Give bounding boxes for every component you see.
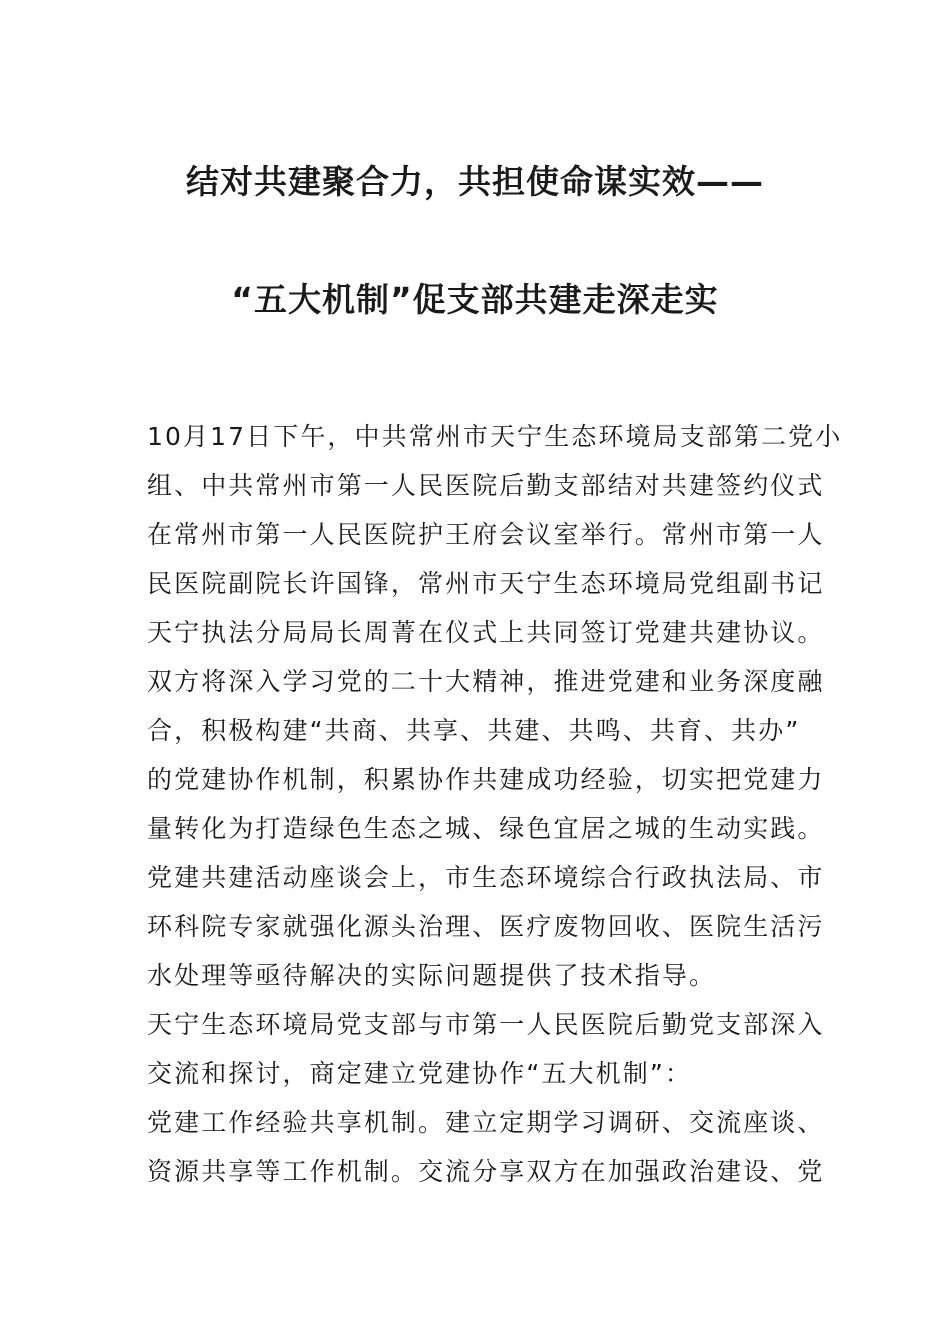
body-line: 水处理等亟待解决的实际问题提供了技术指导。 xyxy=(147,961,717,990)
body-line: 合，积极构建“共商、共享、共建、共鸣、共育、共办” xyxy=(147,716,801,745)
body-line: 双方将深入学习党的二十大精神，推进党建和业务深度融 xyxy=(147,667,825,696)
body-line: 天宁生态环境局党支部与市第一人民医院后勤党支部深入 xyxy=(147,1010,825,1039)
body-line: 组、中共常州市第一人民医院后勤支部结对共建签约仪式 xyxy=(147,471,825,500)
body-line: 党建共建活动座谈会上，市生态环境综合行政执法局、市 xyxy=(147,863,825,892)
body-line: 10月17日下午，中共常州市天宁生态环境局支部第二党小 xyxy=(147,422,843,451)
body-line: 环科院专家就强化源头治理、医疗废物回收、医院生活污 xyxy=(147,912,825,941)
document-title-line-1: 结对共建聚合力，共担使命谋实效—— xyxy=(186,162,764,201)
body-line: 交流和探讨，商定建立党建协作“五大机制”： xyxy=(147,1059,693,1088)
body-line: 资源共享等工作机制。交流分享双方在加强政治建设、党 xyxy=(147,1157,825,1186)
document-body xyxy=(147,412,843,1196)
body-line: 在常州市第一人民医院护王府会议室举行。常州市第一人 xyxy=(147,520,825,549)
body-line: 量转化为打造绿色生态之城、绿色宜居之城的生动实践。 xyxy=(147,814,825,843)
document-title-line-2: “五大机制”促支部共建走深走实 xyxy=(231,280,719,319)
body-line: 天宁执法分局局长周菁在仪式上共同签订党建共建协议。 xyxy=(147,618,825,647)
body-line: 的党建协作机制，积累协作共建成功经验，切实把党建力 xyxy=(147,765,825,794)
body-line: 党建工作经验共享机制。建立定期学习调研、交流座谈、 xyxy=(147,1108,825,1137)
body-line: 民医院副院长许国锋，常州市天宁生态环境局党组副书记 xyxy=(147,569,825,598)
